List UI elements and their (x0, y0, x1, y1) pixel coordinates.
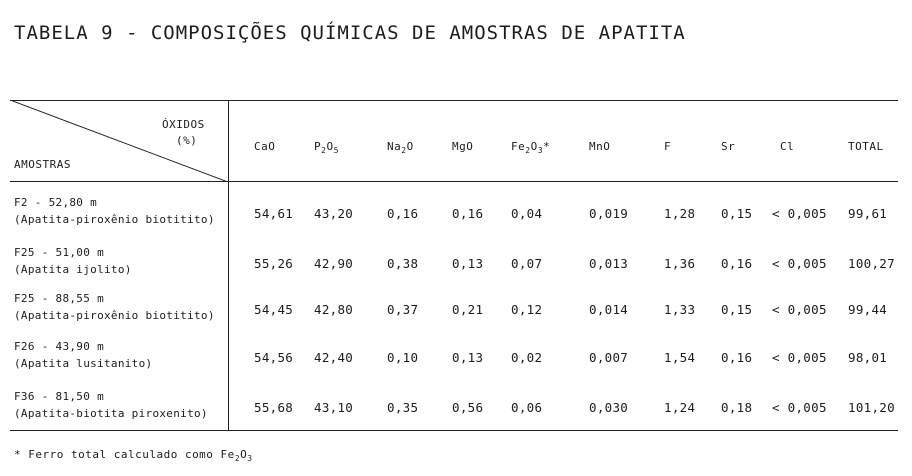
table-cell: 54,45 (254, 302, 294, 317)
column-header: $Na_2O$ (387, 140, 414, 155)
table-cell: 43,20 (314, 206, 354, 221)
table-cell: 100,27 (848, 256, 895, 271)
table-cell: 0,38 (387, 256, 419, 271)
table-cell: 0,12 (511, 302, 543, 317)
table-cell: 0,06 (511, 400, 543, 415)
footnote: * Ferro total calculado como $Fe_2O_3$ (14, 448, 253, 463)
column-header: TOTAL (848, 140, 884, 153)
column-header: $Fe_2O_3*$ (511, 140, 551, 155)
table-cell: 42,90 (314, 256, 354, 271)
sample-id: F25 - 88,55 m (14, 292, 104, 305)
sample-label (14, 290, 215, 324)
table-cell: 0,10 (387, 350, 419, 365)
sample-description: (Apatita ijolito) (14, 263, 132, 276)
table-cell: 0,07 (511, 256, 543, 271)
table-cell: 55,68 (254, 400, 294, 415)
table-cell: 54,61 (254, 206, 294, 221)
table-cell: 0,030 (589, 400, 629, 415)
table-cell: 1,24 (664, 400, 696, 415)
column-divider (228, 100, 229, 431)
table-cell: 0,13 (452, 256, 484, 271)
table-cell: 0,16 (721, 256, 753, 271)
table-cell: < 0,005 (772, 256, 827, 271)
table-cell: 42,80 (314, 302, 354, 317)
sample-id: F25 - 51,00 m (14, 246, 104, 259)
table-cell: 101,20 (848, 400, 895, 415)
table-cell: 0,13 (452, 350, 484, 365)
column-header: CaO (254, 140, 276, 153)
column-header: MgO (452, 140, 474, 153)
table-cell: 0,013 (589, 256, 629, 271)
table-cell: 54,56 (254, 350, 294, 365)
samples-label: AMOSTRAS (14, 158, 71, 171)
table-cell: 42,40 (314, 350, 354, 365)
table-cell: 1,36 (664, 256, 696, 271)
column-header: Cl (780, 140, 795, 153)
table-cell: 0,16 (721, 350, 753, 365)
table-cell: 0,007 (589, 350, 629, 365)
column-header: F (664, 140, 672, 153)
sample-description: (Apatita-piroxênio biotitito) (14, 309, 215, 322)
table-cell: 55,26 (254, 256, 294, 271)
table-cell: 0,16 (452, 206, 484, 221)
unit-label: (%) (176, 134, 198, 147)
table-cell: 98,01 (848, 350, 888, 365)
table-cell: 0,014 (589, 302, 629, 317)
sample-label (14, 244, 132, 278)
table-cell: 99,61 (848, 206, 888, 221)
sample-id: F36 - 81,50 m (14, 390, 104, 403)
table-cell: 0,16 (387, 206, 419, 221)
table-title: TABELA 9 - COMPOSIÇÕES QUÍMICAS DE AMOSTRAS DE APATITA (14, 22, 686, 44)
table-cell: < 0,005 (772, 206, 827, 221)
sample-label (14, 338, 152, 372)
table-cell: 0,019 (589, 206, 629, 221)
table-cell: 99,44 (848, 302, 888, 317)
bottom-rule (10, 430, 898, 431)
table-cell: 0,37 (387, 302, 419, 317)
table-cell: 0,18 (721, 400, 753, 415)
table-cell: 0,56 (452, 400, 484, 415)
table-cell: 0,35 (387, 400, 419, 415)
table-cell: < 0,005 (772, 350, 827, 365)
sample-id: F2 - 52,80 m (14, 196, 98, 209)
table-cell: 43,10 (314, 400, 354, 415)
table-cell: 0,04 (511, 206, 543, 221)
sample-description: (Apatita lusitanito) (14, 357, 153, 370)
sample-label (14, 388, 208, 422)
sample-id: F26 - 43,90 m (14, 340, 104, 353)
table-cell: 0,15 (721, 302, 753, 317)
table-cell: 0,15 (721, 206, 753, 221)
table-cell: 1,28 (664, 206, 696, 221)
table-cell: < 0,005 (772, 400, 827, 415)
sample-description: (Apatita-biotita piroxenito) (14, 407, 208, 420)
table-cell: 1,54 (664, 350, 696, 365)
column-header: MnO (589, 140, 611, 153)
table-cell: 0,21 (452, 302, 484, 317)
table-cell: 1,33 (664, 302, 696, 317)
table-cell: 0,02 (511, 350, 543, 365)
sample-label (14, 194, 215, 228)
table-cell: < 0,005 (772, 302, 827, 317)
column-header: $P_2O_5$ (314, 140, 339, 155)
column-header: Sr (721, 140, 736, 153)
sample-description: (Apatita-piroxênio biotitito) (14, 213, 215, 226)
oxides-label: ÓXIDOS (162, 118, 205, 131)
